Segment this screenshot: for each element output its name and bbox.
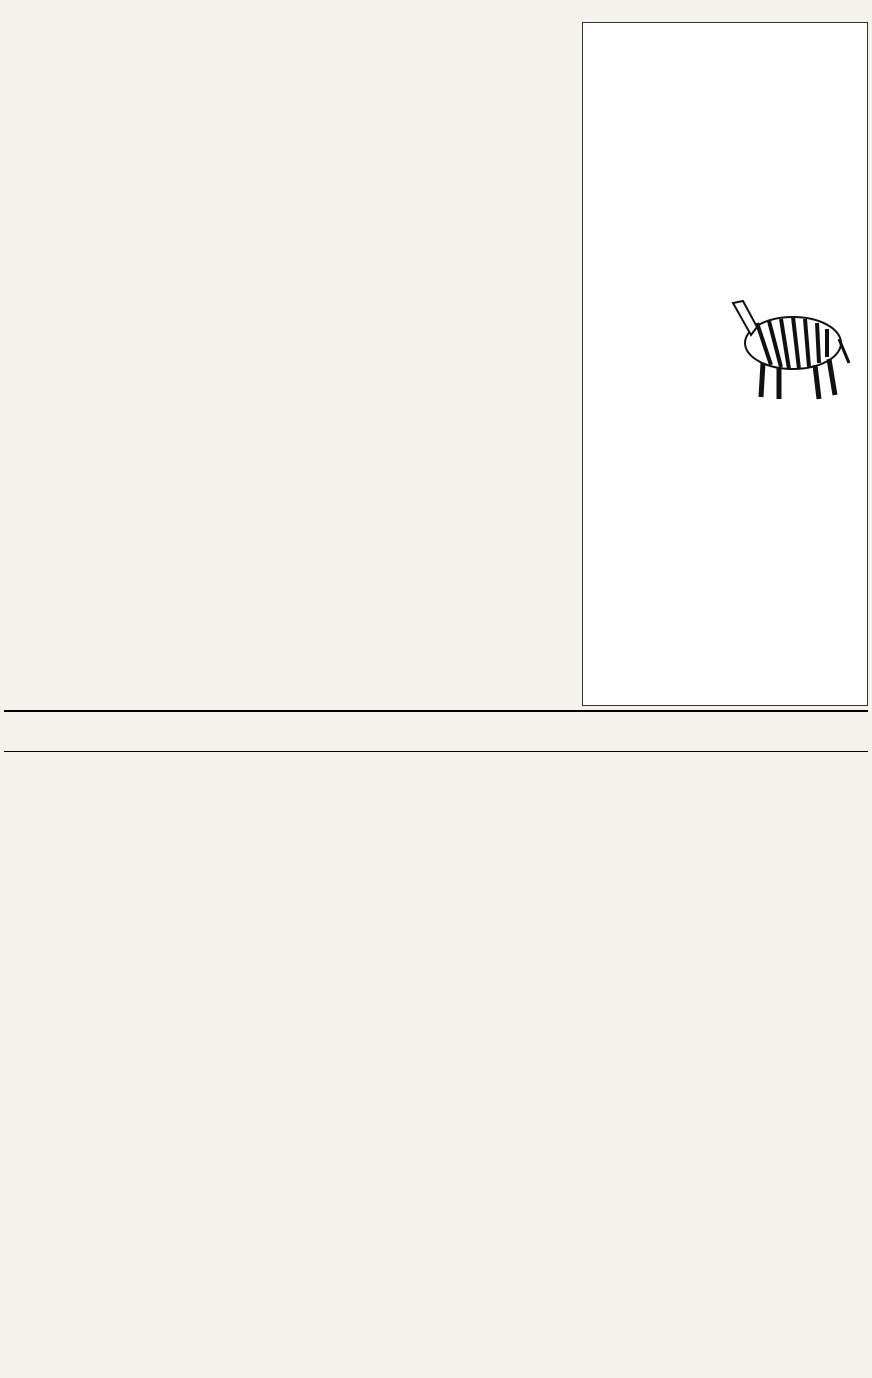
- masthead: [0, 0, 872, 20]
- home-service-guide: [4, 756, 868, 1374]
- zebra-illustration: [723, 273, 853, 403]
- bargain-buys-promo: [582, 22, 868, 706]
- home-service-guide-header: [4, 710, 868, 752]
- classified-columns: [4, 22, 576, 706]
